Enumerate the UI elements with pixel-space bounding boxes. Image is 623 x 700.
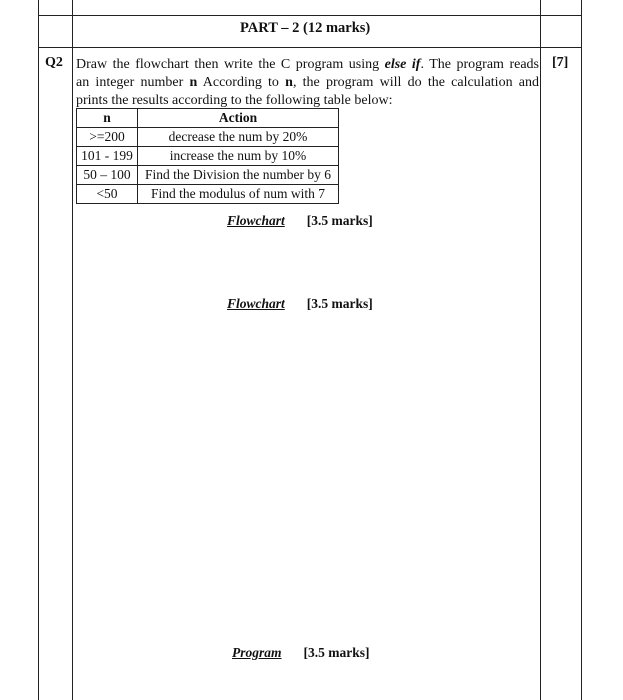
section-marks: [3.5 marks]	[306, 296, 373, 311]
table-row	[77, 128, 339, 147]
table-cell-action: Find the modulus of num with 7	[138, 185, 339, 204]
table-row	[77, 147, 339, 166]
question-text-line-3: prints the results according to the following table below:	[76, 93, 393, 108]
table-cell-range: <50	[77, 185, 138, 204]
variable-n: n	[285, 75, 293, 90]
question-number: Q2	[45, 55, 63, 70]
table-cell-action: decrease the num by 20%	[138, 128, 339, 147]
right-border-line	[581, 0, 582, 700]
section-label: Flowchart	[227, 296, 285, 311]
program-heading	[232, 645, 370, 661]
table-cell-range: >=200	[77, 128, 138, 147]
table-header-row	[77, 109, 339, 128]
marks-column-divider	[540, 0, 541, 700]
question-text-line-2: an integer number n According to n, the program will do the calculation and	[76, 75, 539, 90]
table-row	[77, 166, 339, 185]
table-row	[77, 185, 339, 204]
section-marks: [3.5 marks]	[306, 213, 373, 228]
table-cell-action: Find the Division the number by 6	[138, 166, 339, 185]
section-label: Program	[232, 645, 282, 660]
variable-n: n	[189, 75, 198, 90]
action-table	[76, 108, 339, 204]
question-text-line-1: Draw the flowchart then write the C program using else if. The program reads	[76, 57, 539, 72]
table-header-action: Action	[138, 109, 339, 128]
top-row-line	[38, 15, 582, 16]
question-marks: [7]	[552, 55, 569, 70]
left-border-line	[38, 0, 39, 700]
table-cell-range: 50 – 100	[77, 166, 138, 185]
table-cell-action: increase the num by 10%	[138, 147, 339, 166]
part-title: PART – 2 (12 marks)	[240, 20, 371, 36]
section-label: Flowchart	[227, 213, 285, 228]
section-marks: [3.5 marks]	[303, 645, 370, 660]
table-cell-range: 101 - 199	[77, 147, 138, 166]
table-header-n: n	[77, 109, 138, 128]
header-row-line	[38, 47, 582, 48]
flowchart-heading-2	[227, 296, 373, 312]
flowchart-heading-1	[227, 213, 373, 229]
question-column-divider	[72, 0, 73, 700]
else-if-keyword: else if	[384, 57, 421, 72]
